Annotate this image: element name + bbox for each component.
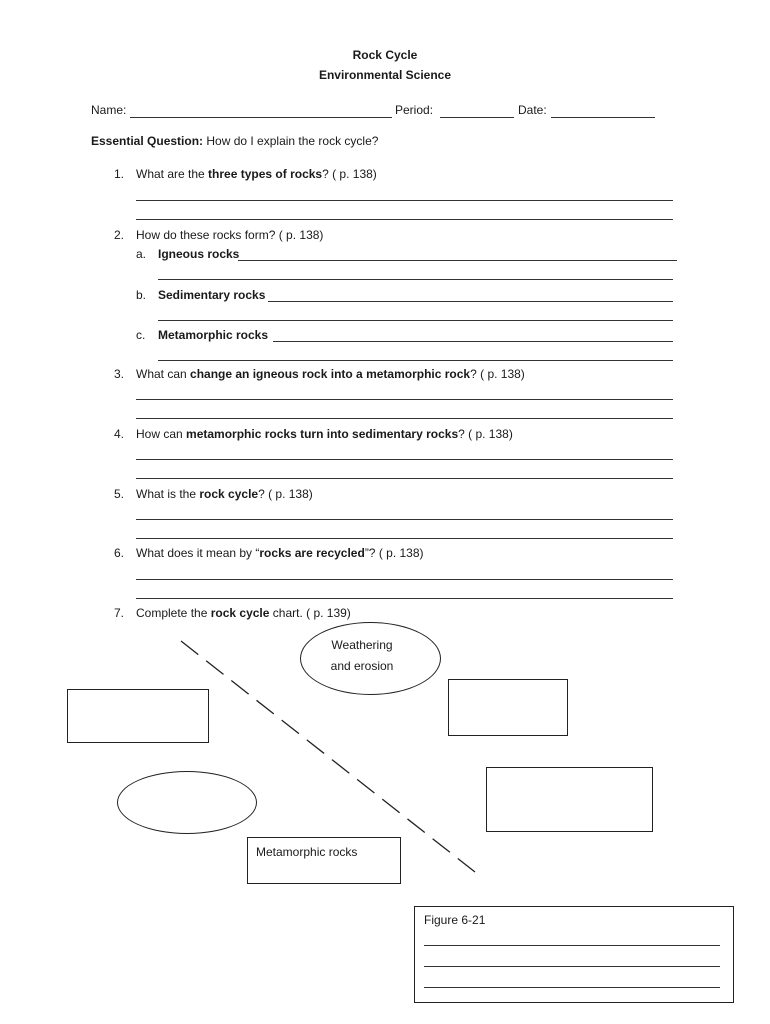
q2-text: How do these rocks form? ( p. 138) — [136, 228, 324, 242]
q4-number: 4. — [113, 427, 124, 441]
q4-pre: How can — [136, 427, 187, 441]
q2-number: 2. — [113, 228, 124, 242]
q1-bold: three types of rocks — [208, 167, 323, 181]
weathering-label-line1: Weathering — [331, 638, 393, 652]
q2a-label: Igneous rocks — [158, 247, 240, 261]
blank-rock-oval-left[interactable] — [117, 771, 257, 834]
worksheet-title: Rock Cycle — [352, 48, 418, 62]
q4-bold: metamorphic rocks turn into sedimentary rocks — [186, 427, 459, 441]
q5-bold: rock cycle — [199, 487, 259, 501]
metamorphic-rocks-label: Metamorphic rocks — [256, 845, 358, 859]
date-label: Date: — [518, 103, 547, 117]
q1-pre: What are the — [136, 167, 209, 181]
figure-answer-line-2[interactable] — [424, 966, 720, 967]
figure-label: Figure 6-21 — [424, 913, 486, 927]
q6-post: ”? ( p. 138) — [364, 546, 424, 560]
blank-rock-box-lower-right[interactable] — [486, 767, 653, 832]
q7-pre: Complete the — [136, 606, 211, 620]
q1-post: ? ( p. 138) — [322, 167, 377, 181]
q6-number: 6. — [113, 546, 124, 560]
q2a-letter: a. — [136, 247, 147, 261]
figure-answer-line-1[interactable] — [424, 945, 720, 946]
worksheet-subtitle: Environmental Science — [318, 68, 452, 82]
name-label: Name: — [91, 103, 127, 117]
figure-answer-line-3[interactable] — [424, 987, 720, 988]
q5-number: 5. — [113, 487, 124, 501]
q7-number: 7. — [113, 606, 124, 620]
q3-post: ? ( p. 138) — [470, 367, 525, 381]
q3-number: 3. — [113, 367, 124, 381]
q5-pre: What is the — [136, 487, 200, 501]
q4-post: ? ( p. 138) — [458, 427, 513, 441]
q2b-letter: b. — [136, 288, 147, 302]
q3-pre: What can — [136, 367, 191, 381]
q7-bold: rock cycle — [210, 606, 270, 620]
q2c-label: Metamorphic rocks — [158, 328, 269, 342]
q6-pre: What does it mean by “ — [136, 546, 260, 560]
q1-number: 1. — [113, 167, 124, 181]
q2b-label: Sedimentary rocks — [158, 288, 266, 302]
q5-post: ? ( p. 138) — [258, 487, 313, 501]
q2c-letter: c. — [136, 328, 146, 342]
q6-bold: rocks are recycled — [259, 546, 365, 560]
q3-bold: change an igneous rock into a metamorphic rock — [190, 367, 471, 381]
essential-question-text: How do I explain the rock cycle? — [203, 134, 379, 148]
blank-rock-box-left[interactable] — [67, 689, 209, 743]
blank-rock-box-upper-right[interactable] — [448, 679, 568, 736]
q7-post: chart. ( p. 139) — [269, 606, 351, 620]
essential-question-label: Essential Question: — [91, 134, 204, 148]
period-label: Period: — [395, 103, 434, 117]
weathering-label-line2: and erosion — [330, 659, 394, 673]
